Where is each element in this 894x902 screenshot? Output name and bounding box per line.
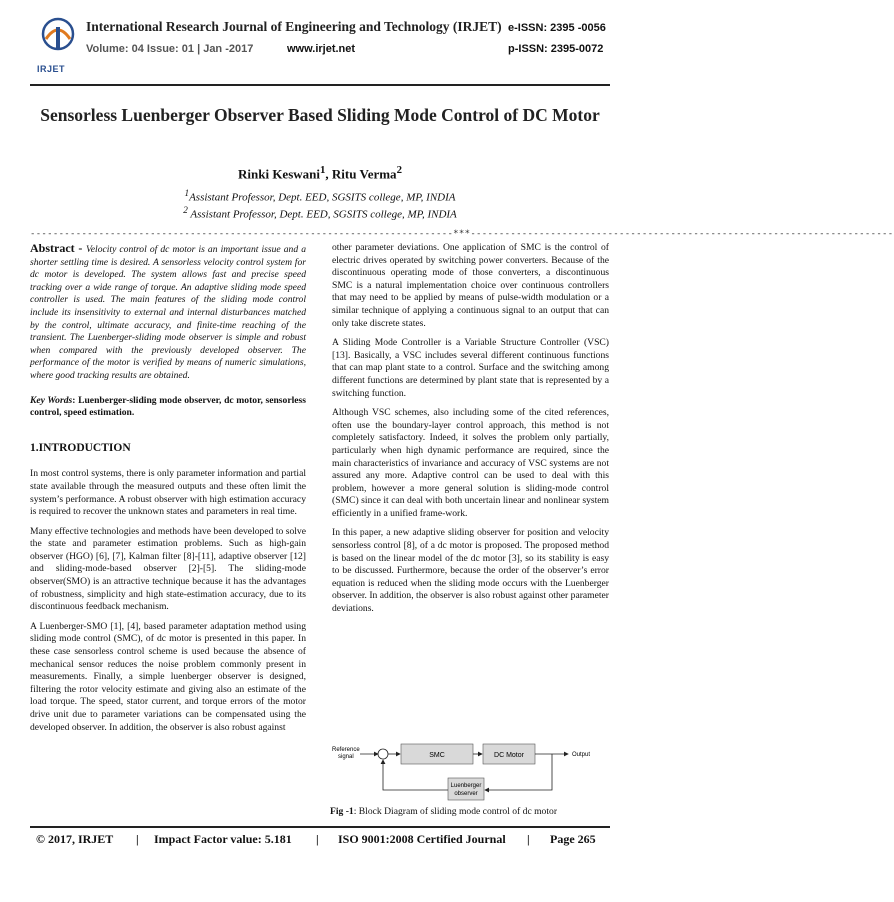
author-2: Ritu Verma xyxy=(331,166,397,182)
reference-label-2: signal xyxy=(338,754,354,760)
irjet-logo-icon xyxy=(40,17,76,63)
volume-issue: Volume: 04 Issue: 01 | Jan -2017 xyxy=(86,43,254,55)
footer-page: Page 265 xyxy=(550,832,596,846)
figure-caption xyxy=(330,806,557,817)
footer-copyright: © 2017, IRJET xyxy=(36,832,114,846)
figure-caption-label: Fig -1 xyxy=(330,806,354,817)
observer-label-2: observer xyxy=(454,791,478,797)
footer-impact: Impact Factor value: 5.181 xyxy=(154,832,292,846)
author-sep: , xyxy=(325,166,332,182)
left-column xyxy=(30,242,306,741)
p-issn: p-ISSN: 2395-0072 xyxy=(508,43,604,55)
intro-paragraph-1: In most control systems, there is only parameter information and partial state available through the measured outputs and these often limit the system’s performance. A robust observer with high estimation accuracy is required to recover the unknown states and parameters in real time. xyxy=(30,468,306,518)
authors xyxy=(40,164,600,182)
logo-text: IRJET xyxy=(37,64,66,74)
author-1: Rinki Keswani xyxy=(238,166,320,182)
abstract-label: Abstract - xyxy=(30,241,86,255)
observer-label-1: Luenberger xyxy=(450,783,482,789)
reference-label-1: Reference xyxy=(332,747,360,753)
keywords xyxy=(30,395,306,420)
right-paragraph-3: Although VSC schemes, also including some of the cited references, often use the boundary-layer control approach, this method is not completely satisfactory. Indeed, it solves the problem only partially, particularly when high dynamic performance are required, since the main characteristics of invariance and accuracy of VSC systems are not assured any more. Adaptive control can be used to deal with this problem, however a more general solution is sliding-mode control (SMC) since it can deal with both uncertain linear and nonlinear system efficiently in a unified frame-work. xyxy=(332,407,609,519)
keywords-label: Key Words xyxy=(30,394,73,406)
affiliation-2 xyxy=(40,205,600,221)
e-issn: e-ISSN: 2395 -0056 xyxy=(508,22,606,34)
dc-motor-label: DC Motor xyxy=(494,752,524,759)
footer-sep-3: | xyxy=(527,832,530,846)
observer-feedback-arrow xyxy=(383,760,448,790)
paper-title: Sensorless Luenberger Observer Based Sliding Mode Control of DC Motor xyxy=(40,105,600,125)
right-paragraph-1: other parameter deviations. One application of SMC is the control of electric drives operated by switching power converters. Because of the discontinuous operating mode of those converters, a discontinuous SMC is a natural implementation choice over continuous controllers that may need to be applied by means of pulse-width modulation or a similar technique of applying a continuous signal to an output that can only take discrete states. xyxy=(332,242,609,329)
author-2-sup: 2 xyxy=(396,164,402,176)
intro-heading: 1.INTRODUCTION xyxy=(30,441,131,454)
right-paragraph-4: In this paper, a new adaptive sliding observer for position and velocity sensorless control [8], of a dc motor is proposed. The proposed method is based on the linear model of the dc motor [3], so its stability is easy to be discussed. Furthermore, because the order of the observer’s error equation is reduced when the sliding mode occurs with the Luenberger observer. In addition, the observer is also robust against other parameter deviations. xyxy=(332,527,609,615)
footer-sep-1: | xyxy=(136,832,139,846)
footer-rule xyxy=(30,826,610,828)
smc-label: SMC xyxy=(429,752,445,759)
aff-1-sup: 1 xyxy=(184,188,190,198)
aff-2-text: Assistant Professor, Dept. EED, SGSITS college, MP, INDIA xyxy=(187,208,457,221)
journal-url[interactable]: www.irjet.net xyxy=(287,43,356,55)
aff-2-sup: 2 xyxy=(183,205,188,215)
right-column xyxy=(332,242,609,623)
journal-header xyxy=(0,0,638,92)
author-1-sup: 1 xyxy=(320,164,326,176)
footer-sep-2: | xyxy=(316,832,319,846)
aff-1-text: Assistant Professor, Dept. EED, SGSITS college, MP, INDIA xyxy=(189,191,456,204)
output-label: Output xyxy=(572,752,591,758)
header-rule xyxy=(30,84,610,86)
summing-junction xyxy=(378,749,388,759)
figure-caption-text: : Block Diagram of sliding mode control of dc motor xyxy=(353,806,558,817)
intro-paragraph-2: Many effective technologies and methods have been developed to solve the state and parameter estimation problems. Such as high-gain observer (HGO) [6], [7], Kalman filter [8]-[11], adaptive observer [12] and sliding-mode-based observer [2]-[5]. The sliding-mode observer(SMO) is an attractive technique because it has the advantages of robustness, simplicity and high state-estimation accuracy, due to its discontinuous feedback mechanism. xyxy=(30,525,306,613)
abstract xyxy=(30,242,306,383)
journal-name: International Research Journal of Engineering and Technology (IRJET) xyxy=(86,19,502,34)
footer-iso: ISO 9001:2008 Certified Journal xyxy=(338,832,506,846)
intro-paragraph-3: A Luenberger-SMO [1], [4], based parameter adaptation method using sliding mode control (SMC), of dc motor is presented in this paper. In these case sensorless control scheme is used because the absence of mechanical sensor reduces the noise problem commonly present in measurements. Finally, a simple luenberger observer is designed, filtering the rotor velocity estimate and giving also an estimate of the load torque. The speed, stator current, and torque errors of the motor drive unit due to parameter variations can be compensated using the developed observer. In addition, the observer is also robust against xyxy=(30,620,306,733)
section-separator: --------------------------------------------------------------------------***-------------------------------------------------------------------------- xyxy=(30,229,894,239)
block-diagram xyxy=(330,742,610,802)
abstract-text: Velocity control of dc motor is an important issue and a shorter settling time is desired. A sensorless velocity control system for dc motor is developed. The system allows fast and precise speed tracking over a wide range of torque. An adaptive sliding mode speed controller is used. The main features of the sliding mode control include its insensitivity to external and internal disturbances matched by the control, ultimate accuracy, and finite-time reaching of the transient. The Luenberger-sliding mode observer is simple and robust when compared with the previously developed observer. The performance of the motor is verified by means of numeric simulations, where good tracking results are obtained. xyxy=(30,244,306,381)
right-paragraph-2: A Sliding Mode Controller is a Variable Structure Controller (VSC) [13]. Basically, a VSC includes several different continuous functions that can map plant state to a control. Surface and the switching among different functions are determined by plant state that is represented by a switching function. xyxy=(332,337,609,399)
affiliation-1 xyxy=(40,188,600,204)
keywords-text: : Luenberger-sliding mode observer, dc motor, sensorless control, speed estimation. xyxy=(30,394,306,419)
